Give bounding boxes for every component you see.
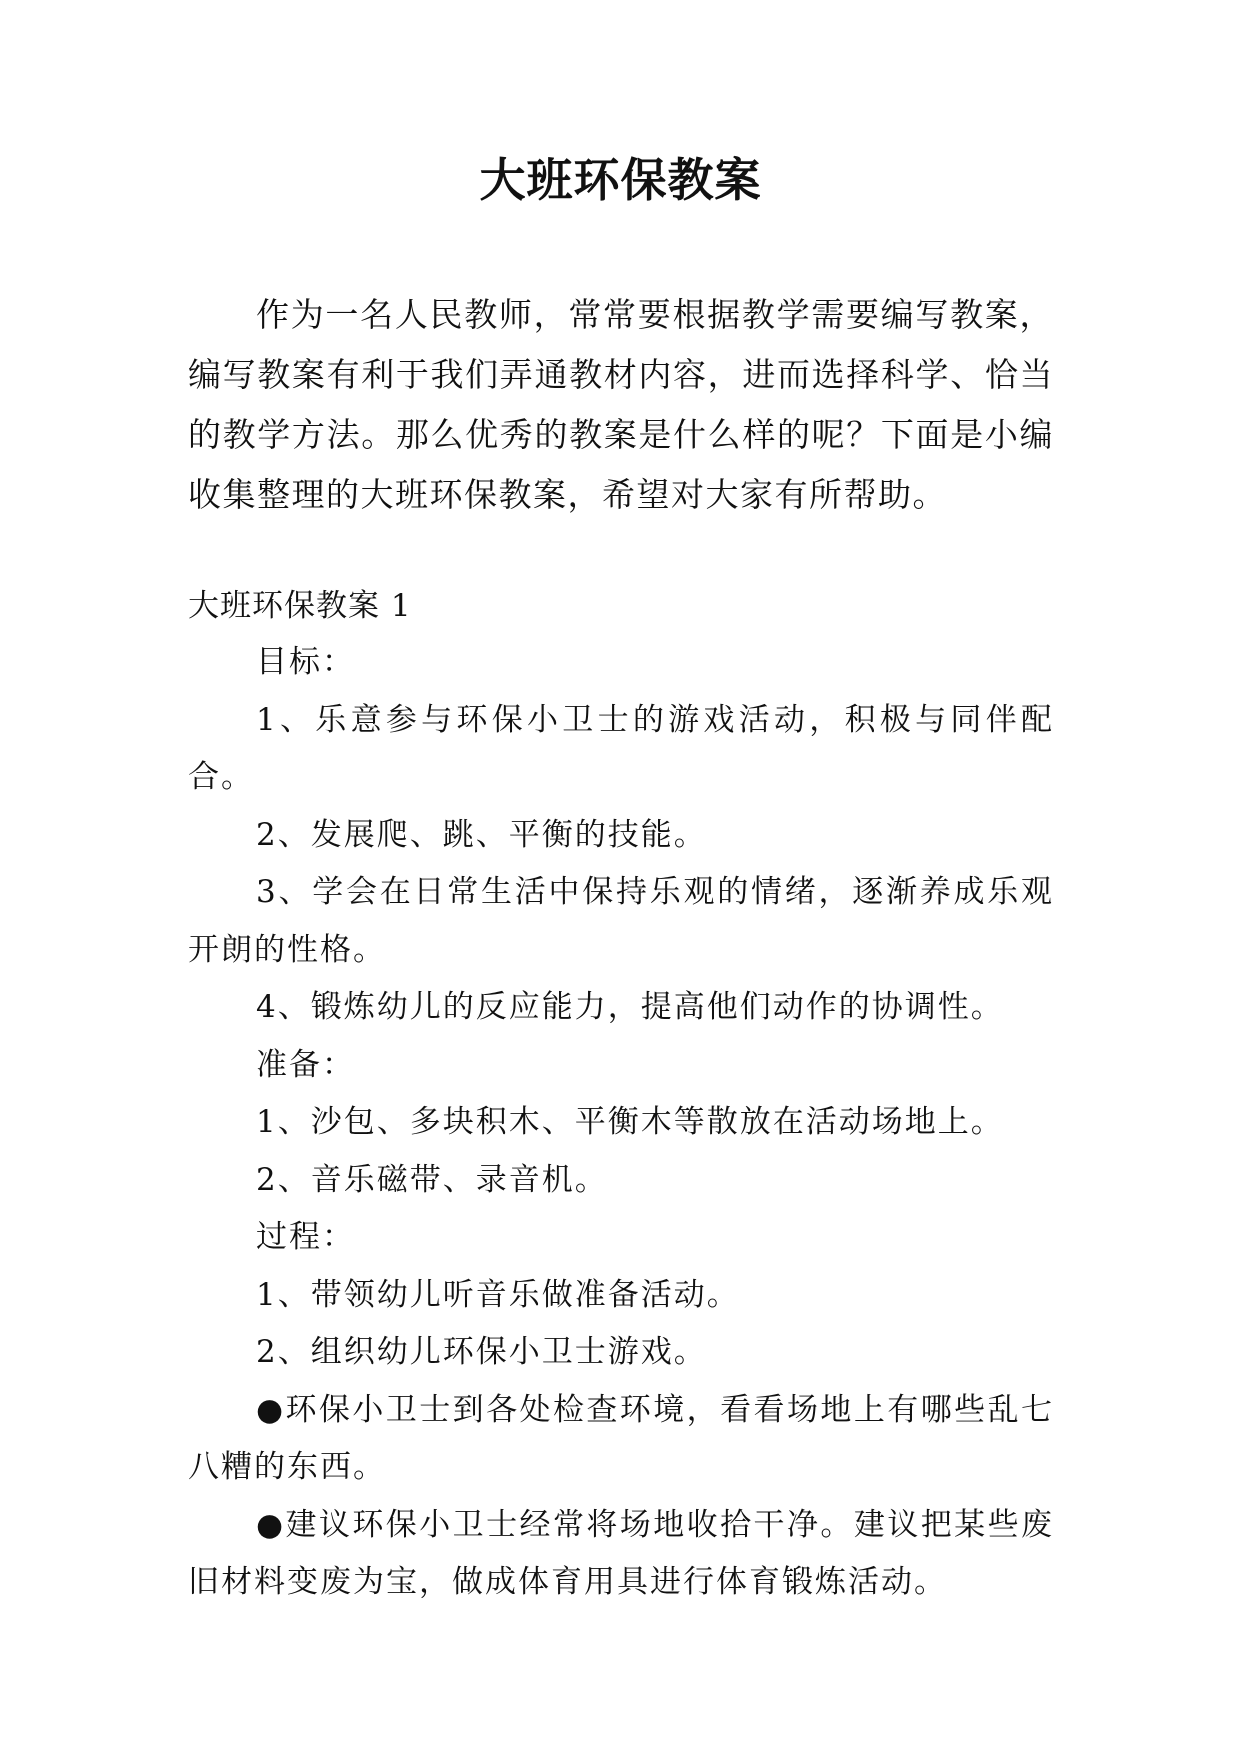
paragraph-process-heading: 过程： [256,1219,355,1255]
section-heading: 大班环保教案 1 [188,588,412,624]
paragraph-objective-1: 1、乐意参与环保小卫士的游戏活动，积极与同伴配合。 [188,701,1054,795]
paragraph-process-1: 1、带领幼儿听音乐做准备活动。 [256,1276,740,1313]
paragraph-objectives-heading: 目标： [256,644,355,680]
paragraph-objective-2: 2、发展爬、跳、平衡的技能。 [256,816,707,853]
paragraph-objective-3: 3、学会在日常生活中保持乐观的情绪，逐渐养成乐观开朗的性格。 [188,874,1054,968]
document-body [188,578,1054,1612]
paragraph-preparation-1: 1、沙包、多块积木、平衡木等散放在活动场地上。 [256,1104,1004,1140]
paragraph-process-2: 2、组织幼儿环保小卫士游戏。 [256,1334,707,1370]
paragraph-bullet-2: ●建议环保小卫士经常将场地收拾干净。建议把某些废旧材料变废为宝，做成体育用具进行体育锻炼活动。 [188,1506,1054,1600]
paragraph-bullet-1: ●环保小卫士到各处检查环境，看看场地上有哪些乱七八糟的东西。 [188,1391,1054,1485]
document-title: 大班环保教案 [479,153,762,207]
paragraph-preparation-heading: 准备： [256,1046,355,1083]
paragraph-objective-4: 4、锻炼幼儿的反应能力，提高他们动作的协调性。 [256,989,1004,1025]
intro-paragraph: 作为一名人民教师，常常要根据教学需要编写教案，编写教案有利于我们弄通教材内容，进而选择科学、恰当的教学方法。那么优秀的教案是什么样的呢？下面是小编收集整理的大班环保教案，希望对大家有所帮助。 [188,295,1054,514]
paragraph-preparation-2: 2、音乐磁带、录音机。 [256,1161,608,1198]
